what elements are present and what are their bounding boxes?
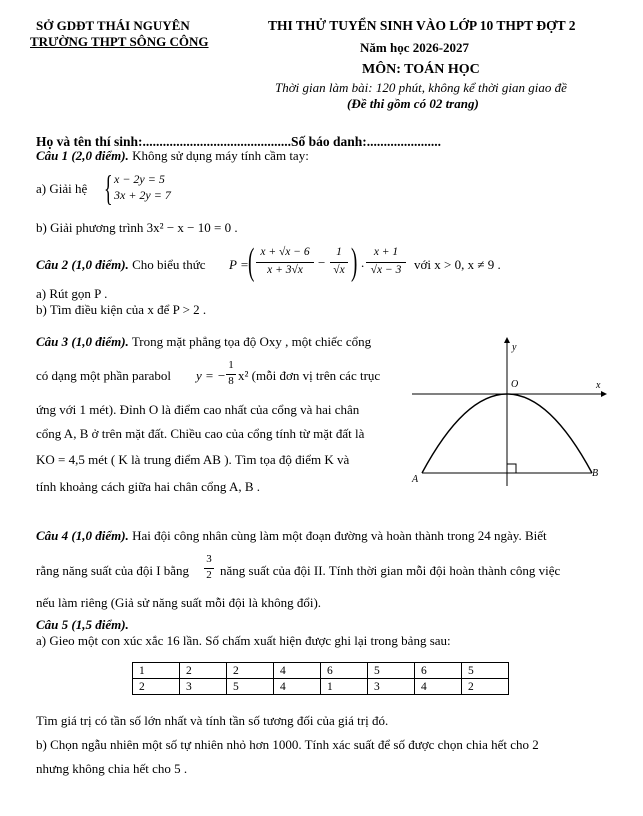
- q3-title: Câu 3 (1,0 điểm).: [36, 334, 129, 349]
- table-cell: 1: [321, 679, 368, 695]
- dept-name: SỞ GDĐT THÁI NGUYÊN: [36, 18, 190, 33]
- q4-text1: Hai đội công nhân cùng làm một đoạn đường và hoàn thành trong 24 ngày. Biết: [132, 528, 547, 543]
- q1-eq1: x − 2y = 5: [114, 172, 165, 186]
- table-cell: 2: [462, 679, 509, 695]
- q2-frac3-bar: [366, 262, 406, 263]
- table-cell: 2: [180, 663, 227, 679]
- q3-l2num: 1: [228, 359, 234, 371]
- table-row: [133, 679, 509, 695]
- q4-l2num: 3: [206, 553, 212, 565]
- label-a: A: [412, 474, 419, 485]
- dice-results-table: [132, 662, 509, 695]
- right-angle-mark: [507, 464, 516, 473]
- q3-l3: ứng với 1 mét). Đỉnh O là điểm cao nhất của cổng và hai chân: [36, 402, 360, 417]
- q4-l3: nếu làm riêng (Giả sử năng suất mỗi đội là không đổi).: [36, 595, 322, 610]
- table-row: [133, 663, 509, 679]
- label-o: O: [511, 379, 519, 390]
- q1-system-brace: {: [104, 168, 113, 208]
- table-cell: 2: [133, 679, 180, 695]
- exam-year: Năm học 2026-2027: [360, 40, 470, 55]
- q2-dot: .: [361, 255, 365, 270]
- q3-text1: Trong mặt phẳng tọa độ Oxy , một chiếc cổng: [131, 334, 372, 349]
- q2-paren-left: (: [248, 241, 255, 283]
- q2-b: b) Tìm điều kiện của x để P > 2 .: [36, 302, 207, 317]
- q2-den2: √x: [333, 264, 345, 276]
- table-cell: 2: [227, 663, 274, 679]
- q3-l6: tính khoảng cách giữa hai chân cổng A, B .: [36, 479, 261, 494]
- table-cell: 4: [415, 679, 462, 695]
- table-cell: 6: [321, 663, 368, 679]
- q5-ask: Tìm giá trị có tần số lớn nhất và tính tần số tương đối của giá trị đó.: [36, 713, 389, 728]
- q5-b2: nhưng không chia hết cho 5 .: [36, 761, 188, 776]
- q2-paren-right: ): [351, 241, 358, 283]
- table-cell: 4: [274, 663, 321, 679]
- q3-l2b: x² (mỗi đơn vị trên các trục: [238, 368, 381, 383]
- q1-b: b) Giải phương trình 3x² − x − 10 = 0 .: [36, 220, 238, 235]
- table-cell: 3: [180, 679, 227, 695]
- q3-l1: [36, 334, 371, 350]
- q2-num3: x + 1: [373, 246, 399, 258]
- exam-time: Thời gian làm bài: 120 phút, không kể thời gian giao đề: [275, 80, 567, 95]
- school-name: TRƯỜNG THPT SÔNG CÔNG: [30, 34, 209, 49]
- q2-num1: x + √x − 6: [260, 246, 310, 258]
- table-cell: 1: [133, 663, 180, 679]
- q3-l2eq: y = −: [196, 368, 226, 383]
- q4-title: Câu 4 (1,0 điểm).: [36, 528, 129, 543]
- exam-pages: (Đề thi gồm có 02 trang): [347, 96, 479, 111]
- q2-a: a) Rút gọn P .: [36, 286, 108, 301]
- table-cell: 5: [462, 663, 509, 679]
- q3-l5: KO = 4,5 mét ( K là trung điểm AB ). Tìm tọa độ điểm K và: [36, 452, 350, 467]
- q4-l2b: năng suất của đội II. Tính thời gian mỗi đội hoàn thành công việc: [220, 563, 561, 578]
- parabola-figure: [408, 336, 608, 491]
- label-y: y: [512, 342, 517, 353]
- q1-intro: Không sử dụng máy tính cầm tay:: [132, 148, 309, 163]
- q2-den3: √x − 3: [370, 264, 402, 276]
- q4-l2den: 2: [206, 569, 212, 581]
- table-cell: 3: [368, 679, 415, 695]
- q4-l2a: rằng năng suất của đội I bằng: [36, 563, 190, 578]
- q2-num2: 1: [336, 246, 342, 258]
- q2-title-line: [36, 257, 206, 273]
- exam-title: THI THỬ TUYỂN SINH VÀO LỚP 10 THPT ĐỢT 2: [268, 18, 576, 33]
- q1-title: Câu 1 (2,0 điểm).: [36, 148, 129, 163]
- q4-l1: [36, 528, 547, 544]
- exam-subject: MÔN: TOÁN HỌC: [362, 62, 480, 77]
- q3-l2a: có dạng một phần parabol: [36, 368, 172, 383]
- q2-title: Câu 2 (1,0 điểm).: [36, 257, 129, 272]
- student-info-line: Họ và tên thí sinh:............................................Số báo danh:......................: [36, 134, 442, 149]
- q5-b1: b) Chọn ngẫu nhiên một số tự nhiên nhỏ hơn 1000. Tính xác suất để số được chọn chia hết cho 2: [36, 737, 539, 752]
- q2-p-eq: P =: [229, 257, 249, 272]
- table-cell: 4: [274, 679, 321, 695]
- q1-line: [36, 148, 309, 164]
- table-cell: 6: [415, 663, 462, 679]
- q1a-label: a) Giải hệ: [36, 181, 88, 196]
- q3-l4: cổng A, B ở trên mặt đất. Chiều cao của cổng tính từ mặt đất là: [36, 426, 365, 441]
- q2-frac2-bar: [330, 262, 348, 263]
- q2-den1: x + 3√x: [267, 264, 303, 276]
- q5-title: Câu 5 (1,5 điểm).: [36, 617, 129, 632]
- table-cell: 5: [368, 663, 415, 679]
- label-x: x: [596, 380, 601, 391]
- q3-l2den: 8: [228, 375, 234, 387]
- label-b: B: [592, 468, 599, 479]
- q1-eq2: 3x + 2y = 7: [114, 188, 171, 202]
- q2-frac1-bar: [256, 262, 314, 263]
- q2-intro: Cho biểu thức: [132, 257, 206, 272]
- table-cell: 5: [227, 679, 274, 695]
- q2-minus: −: [318, 255, 326, 270]
- q5-a: a) Gieo một con xúc xắc 16 lần. Số chấm xuất hiện được ghi lại trong bảng sau:: [36, 633, 451, 648]
- q2-condition: với x > 0, x ≠ 9 .: [414, 257, 501, 272]
